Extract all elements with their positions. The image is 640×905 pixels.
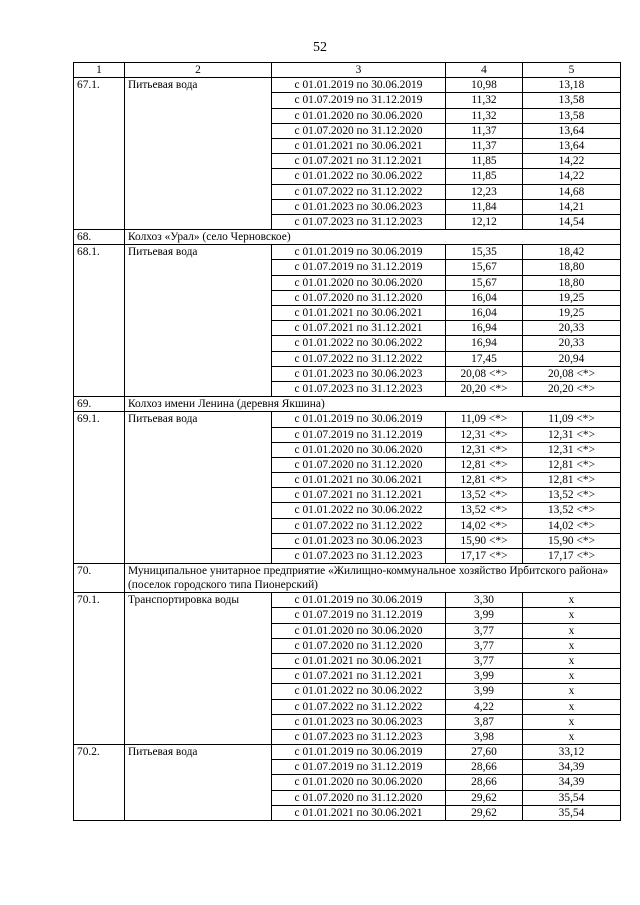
- period-cell: с 01.01.2019 по 30.06.2019: [272, 745, 446, 760]
- section-row: [74, 397, 621, 412]
- table-row: [74, 473, 621, 488]
- item-number: [74, 154, 125, 169]
- table-row: [74, 805, 621, 820]
- header-col-5: 5: [523, 63, 621, 78]
- item-number: [74, 138, 125, 153]
- period-cell: с 01.07.2023 по 31.12.2023: [272, 214, 446, 229]
- tariff-with-vat-cell: 20,33: [523, 336, 621, 351]
- tariff-with-vat-cell: 33,12: [523, 745, 621, 760]
- item-number: [74, 623, 125, 638]
- item-name: [125, 699, 272, 714]
- tariff-with-vat-cell: 18,80: [523, 260, 621, 275]
- tariff-with-vat-cell: x: [523, 669, 621, 684]
- period-cell: с 01.01.2023 по 30.06.2023: [272, 199, 446, 214]
- item-name: [125, 653, 272, 668]
- tariff-with-vat-cell: 19,25: [523, 306, 621, 321]
- tariff-without-vat-cell: 3,99: [446, 684, 523, 699]
- item-number: [74, 653, 125, 668]
- tariff-with-vat-cell: x: [523, 593, 621, 608]
- tariff-without-vat-cell: 20,08 <*>: [446, 366, 523, 381]
- period-cell: с 01.01.2020 по 30.06.2020: [272, 623, 446, 638]
- item-number: [74, 427, 125, 442]
- period-cell: с 01.07.2022 по 31.12.2022: [272, 351, 446, 366]
- item-name: [125, 260, 272, 275]
- header-col-4: 4: [446, 63, 523, 78]
- table-row: [74, 351, 621, 366]
- tariff-with-vat-cell: 14,22: [523, 169, 621, 184]
- tariff-without-vat-cell: 11,85: [446, 169, 523, 184]
- item-number: [74, 699, 125, 714]
- tariff-with-vat-cell: 14,68: [523, 184, 621, 199]
- header-col-2: 2: [125, 63, 272, 78]
- period-cell: с 01.07.2023 по 31.12.2023: [272, 381, 446, 396]
- tariff-without-vat-cell: 14,02 <*>: [446, 518, 523, 533]
- item-name: [125, 805, 272, 820]
- item-number: [74, 366, 125, 381]
- tariff-without-vat-cell: 15,35: [446, 245, 523, 260]
- table-row: [74, 199, 621, 214]
- item-name: [125, 714, 272, 729]
- item-number: [74, 336, 125, 351]
- item-name: Питьевая вода: [125, 245, 272, 260]
- tariff-with-vat-cell: 13,52 <*>: [523, 503, 621, 518]
- item-name: [125, 169, 272, 184]
- item-number: [74, 351, 125, 366]
- item-name: [125, 321, 272, 336]
- tariff-without-vat-cell: 3,77: [446, 623, 523, 638]
- period-cell: с 01.01.2021 по 30.06.2021: [272, 306, 446, 321]
- item-name: [125, 518, 272, 533]
- tariff-with-vat-cell: 13,58: [523, 93, 621, 108]
- tariff-with-vat-cell: x: [523, 623, 621, 638]
- table-row: [74, 653, 621, 668]
- item-number: [74, 729, 125, 744]
- period-cell: с 01.01.2023 по 30.06.2023: [272, 366, 446, 381]
- item-name: [125, 669, 272, 684]
- period-cell: с 01.01.2021 по 30.06.2021: [272, 138, 446, 153]
- period-cell: с 01.07.2019 по 31.12.2019: [272, 608, 446, 623]
- tariff-without-vat-cell: 11,84: [446, 199, 523, 214]
- item-number: [74, 805, 125, 820]
- item-name: [125, 366, 272, 381]
- table-row: [74, 123, 621, 138]
- item-name: [125, 760, 272, 775]
- tariff-with-vat-cell: x: [523, 699, 621, 714]
- period-cell: с 01.01.2019 по 30.06.2019: [272, 78, 446, 93]
- period-cell: с 01.01.2021 по 30.06.2021: [272, 653, 446, 668]
- table-row: [74, 638, 621, 653]
- table-row: [74, 93, 621, 108]
- table-row: [74, 684, 621, 699]
- table-row: [74, 714, 621, 729]
- item-number: [74, 321, 125, 336]
- tariff-with-vat-cell: 20,33: [523, 321, 621, 336]
- item-number: [74, 108, 125, 123]
- item-name: [125, 775, 272, 790]
- table-header-row: [74, 63, 621, 78]
- item-name: [125, 533, 272, 548]
- item-number: [74, 473, 125, 488]
- table-row: [74, 608, 621, 623]
- tariff-without-vat-cell: 3,99: [446, 669, 523, 684]
- period-cell: с 01.07.2020 по 31.12.2020: [272, 290, 446, 305]
- item-number: [74, 290, 125, 305]
- item-number: [74, 488, 125, 503]
- period-cell: с 01.07.2021 по 31.12.2021: [272, 154, 446, 169]
- section-title: Колхоз имени Ленина (деревня Якшина): [125, 397, 621, 412]
- item-number: [74, 275, 125, 290]
- period-cell: с 01.07.2019 по 31.12.2019: [272, 760, 446, 775]
- item-number: [74, 760, 125, 775]
- item-number: [74, 775, 125, 790]
- table-row: [74, 260, 621, 275]
- tariff-without-vat-cell: 3,77: [446, 638, 523, 653]
- tariff-without-vat-cell: 12,81 <*>: [446, 473, 523, 488]
- item-name: [125, 138, 272, 153]
- tariff-without-vat-cell: 27,60: [446, 745, 523, 760]
- table-row: [74, 306, 621, 321]
- item-number: 70.2.: [74, 745, 125, 760]
- item-number: 68.1.: [74, 245, 125, 260]
- table-row: [74, 593, 621, 608]
- tariff-without-vat-cell: 12,31 <*>: [446, 427, 523, 442]
- period-cell: с 01.01.2019 по 30.06.2019: [272, 593, 446, 608]
- period-cell: с 01.01.2021 по 30.06.2021: [272, 805, 446, 820]
- tariff-with-vat-cell: 35,54: [523, 805, 621, 820]
- tariff-without-vat-cell: 3,77: [446, 653, 523, 668]
- item-name: [125, 427, 272, 442]
- period-cell: с 01.01.2023 по 30.06.2023: [272, 533, 446, 548]
- tariff-with-vat-cell: 13,58: [523, 108, 621, 123]
- period-cell: с 01.07.2020 по 31.12.2020: [272, 638, 446, 653]
- tariff-with-vat-cell: 14,54: [523, 214, 621, 229]
- period-cell: с 01.07.2019 по 31.12.2019: [272, 93, 446, 108]
- tariff-without-vat-cell: 16,04: [446, 290, 523, 305]
- table-row: [74, 729, 621, 744]
- tariff-without-vat-cell: 3,99: [446, 608, 523, 623]
- item-number: [74, 533, 125, 548]
- tariff-with-vat-cell: 18,80: [523, 275, 621, 290]
- item-name: [125, 199, 272, 214]
- item-name: [125, 608, 272, 623]
- tariff-with-vat-cell: 20,20 <*>: [523, 381, 621, 396]
- tariff-without-vat-cell: 3,98: [446, 729, 523, 744]
- item-number: 69.1.: [74, 412, 125, 427]
- tariff-without-vat-cell: 12,12: [446, 214, 523, 229]
- item-number: [74, 93, 125, 108]
- page-number: 52: [313, 40, 327, 55]
- tariff-without-vat-cell: 11,32: [446, 93, 523, 108]
- item-number: [74, 684, 125, 699]
- tariff-with-vat-cell: 13,18: [523, 78, 621, 93]
- tariff-without-vat-cell: 4,22: [446, 699, 523, 714]
- table-row: [74, 366, 621, 381]
- item-name: [125, 108, 272, 123]
- item-name: [125, 488, 272, 503]
- table-row: [74, 549, 621, 564]
- item-name: [125, 473, 272, 488]
- item-number: [74, 381, 125, 396]
- tariff-without-vat-cell: 29,62: [446, 805, 523, 820]
- tariff-with-vat-cell: 20,94: [523, 351, 621, 366]
- item-number: [74, 608, 125, 623]
- period-cell: с 01.01.2020 по 30.06.2020: [272, 775, 446, 790]
- item-name: [125, 123, 272, 138]
- period-cell: с 01.01.2022 по 30.06.2022: [272, 336, 446, 351]
- tariff-with-vat-cell: 14,02 <*>: [523, 518, 621, 533]
- section-number: 68.: [74, 230, 125, 245]
- tariff-table-body: [74, 63, 621, 821]
- period-cell: с 01.07.2021 по 31.12.2021: [272, 488, 446, 503]
- tariff-without-vat-cell: 16,94: [446, 321, 523, 336]
- tariff-without-vat-cell: 15,67: [446, 275, 523, 290]
- tariff-with-vat-cell: x: [523, 653, 621, 668]
- table-row: [74, 503, 621, 518]
- period-cell: с 01.01.2022 по 30.06.2022: [272, 684, 446, 699]
- tariff-without-vat-cell: 17,45: [446, 351, 523, 366]
- tariff-without-vat-cell: 12,31 <*>: [446, 442, 523, 457]
- tariff-with-vat-cell: 14,21: [523, 199, 621, 214]
- tariff-with-vat-cell: 13,64: [523, 123, 621, 138]
- tariff-with-vat-cell: x: [523, 608, 621, 623]
- item-name: [125, 684, 272, 699]
- tariff-table: [73, 62, 621, 821]
- tariff-without-vat-cell: 11,09 <*>: [446, 412, 523, 427]
- item-number: 67.1.: [74, 78, 125, 93]
- tariff-with-vat-cell: 12,81 <*>: [523, 473, 621, 488]
- item-number: [74, 669, 125, 684]
- period-cell: с 01.07.2019 по 31.12.2019: [272, 260, 446, 275]
- item-name: Питьевая вода: [125, 745, 272, 760]
- item-number: [74, 638, 125, 653]
- table-row: [74, 290, 621, 305]
- tariff-without-vat-cell: 10,98: [446, 78, 523, 93]
- period-cell: с 01.07.2021 по 31.12.2021: [272, 669, 446, 684]
- tariff-without-vat-cell: 17,17 <*>: [446, 549, 523, 564]
- tariff-with-vat-cell: 13,52 <*>: [523, 488, 621, 503]
- tariff-without-vat-cell: 16,04: [446, 306, 523, 321]
- tariff-with-vat-cell: 12,31 <*>: [523, 442, 621, 457]
- tariff-with-vat-cell: x: [523, 714, 621, 729]
- period-cell: с 01.01.2020 по 30.06.2020: [272, 275, 446, 290]
- tariff-without-vat-cell: 13,52 <*>: [446, 503, 523, 518]
- table-row: [74, 321, 621, 336]
- table-row: [74, 518, 621, 533]
- item-name: [125, 290, 272, 305]
- item-name: Питьевая вода: [125, 78, 272, 93]
- table-row: [74, 169, 621, 184]
- period-cell: с 01.01.2019 по 30.06.2019: [272, 412, 446, 427]
- item-name: [125, 93, 272, 108]
- item-name: [125, 442, 272, 457]
- tariff-with-vat-cell: 34,39: [523, 775, 621, 790]
- item-name: [125, 306, 272, 321]
- period-cell: с 01.07.2020 по 31.12.2020: [272, 790, 446, 805]
- table-row: [74, 138, 621, 153]
- table-row: [74, 427, 621, 442]
- tariff-without-vat-cell: 20,20 <*>: [446, 381, 523, 396]
- item-number: [74, 260, 125, 275]
- item-name: [125, 638, 272, 653]
- table-row: [74, 488, 621, 503]
- item-name: [125, 457, 272, 472]
- table-row: [74, 245, 621, 260]
- table-row: [74, 214, 621, 229]
- tariff-with-vat-cell: x: [523, 638, 621, 653]
- table-row: [74, 78, 621, 93]
- item-number: [74, 199, 125, 214]
- period-cell: с 01.07.2022 по 31.12.2022: [272, 518, 446, 533]
- tariff-without-vat-cell: 12,81 <*>: [446, 457, 523, 472]
- tariff-with-vat-cell: 12,81 <*>: [523, 457, 621, 472]
- item-number: [74, 518, 125, 533]
- item-name: [125, 214, 272, 229]
- item-name: Транспортировка воды: [125, 593, 272, 608]
- tariff-without-vat-cell: 16,94: [446, 336, 523, 351]
- item-name: [125, 336, 272, 351]
- table-row: [74, 336, 621, 351]
- table-row: [74, 108, 621, 123]
- item-number: [74, 214, 125, 229]
- item-name: [125, 503, 272, 518]
- tariff-without-vat-cell: 3,30: [446, 593, 523, 608]
- period-cell: с 01.07.2021 по 31.12.2021: [272, 321, 446, 336]
- item-number: [74, 503, 125, 518]
- item-number: [74, 549, 125, 564]
- period-cell: с 01.07.2022 по 31.12.2022: [272, 184, 446, 199]
- tariff-with-vat-cell: 20,08 <*>: [523, 366, 621, 381]
- tariff-without-vat-cell: 11,37: [446, 138, 523, 153]
- table-row: [74, 275, 621, 290]
- section-title: Колхоз «Урал» (село Черновское): [125, 230, 621, 245]
- item-name: [125, 184, 272, 199]
- period-cell: с 01.01.2020 по 30.06.2020: [272, 442, 446, 457]
- item-name: [125, 729, 272, 744]
- table-row: [74, 669, 621, 684]
- tariff-without-vat-cell: 15,67: [446, 260, 523, 275]
- period-cell: с 01.07.2023 по 31.12.2023: [272, 729, 446, 744]
- item-number: [74, 457, 125, 472]
- period-cell: с 01.07.2020 по 31.12.2020: [272, 457, 446, 472]
- header-col-3: 3: [272, 63, 446, 78]
- table-row: [74, 790, 621, 805]
- item-number: [74, 714, 125, 729]
- period-cell: с 01.01.2021 по 30.06.2021: [272, 473, 446, 488]
- item-name: [125, 790, 272, 805]
- item-name: [125, 549, 272, 564]
- item-name: [125, 154, 272, 169]
- tariff-without-vat-cell: 29,62: [446, 790, 523, 805]
- tariff-without-vat-cell: 11,32: [446, 108, 523, 123]
- tariff-with-vat-cell: 17,17 <*>: [523, 549, 621, 564]
- item-number: [74, 306, 125, 321]
- tariff-without-vat-cell: 28,66: [446, 760, 523, 775]
- section-number: 70.: [74, 564, 125, 593]
- table-row: [74, 457, 621, 472]
- table-row: [74, 381, 621, 396]
- table-row: [74, 412, 621, 427]
- item-number: [74, 169, 125, 184]
- section-number: 69.: [74, 397, 125, 412]
- item-name: [125, 381, 272, 396]
- tariff-without-vat-cell: 11,37: [446, 123, 523, 138]
- item-name: [125, 623, 272, 638]
- tariff-with-vat-cell: 12,31 <*>: [523, 427, 621, 442]
- item-number: [74, 790, 125, 805]
- item-name: [125, 275, 272, 290]
- period-cell: с 01.01.2022 по 30.06.2022: [272, 169, 446, 184]
- section-title: Муниципальное унитарное предприятие «Жилищно-коммунальное хозяйство Ирбитского района» (поселок городского типа Пионерский): [125, 564, 621, 593]
- tariff-without-vat-cell: 15,90 <*>: [446, 533, 523, 548]
- table-row: [74, 154, 621, 169]
- tariff-without-vat-cell: 28,66: [446, 775, 523, 790]
- tariff-without-vat-cell: 11,85: [446, 154, 523, 169]
- period-cell: с 01.01.2022 по 30.06.2022: [272, 503, 446, 518]
- section-row: [74, 230, 621, 245]
- table-row: [74, 442, 621, 457]
- item-name: Питьевая вода: [125, 412, 272, 427]
- item-number: [74, 184, 125, 199]
- tariff-with-vat-cell: 14,22: [523, 154, 621, 169]
- period-cell: с 01.07.2020 по 31.12.2020: [272, 123, 446, 138]
- period-cell: с 01.01.2019 по 30.06.2019: [272, 245, 446, 260]
- item-number: [74, 123, 125, 138]
- period-cell: с 01.01.2020 по 30.06.2020: [272, 108, 446, 123]
- tariff-with-vat-cell: 18,42: [523, 245, 621, 260]
- tariff-with-vat-cell: 19,25: [523, 290, 621, 305]
- section-row: [74, 564, 621, 593]
- tariff-with-vat-cell: 15,90 <*>: [523, 533, 621, 548]
- table-row: [74, 184, 621, 199]
- period-cell: с 01.07.2022 по 31.12.2022: [272, 699, 446, 714]
- period-cell: с 01.07.2019 по 31.12.2019: [272, 427, 446, 442]
- tariff-with-vat-cell: 11,09 <*>: [523, 412, 621, 427]
- tariff-with-vat-cell: 13,64: [523, 138, 621, 153]
- tariff-with-vat-cell: x: [523, 729, 621, 744]
- period-cell: с 01.01.2023 по 30.06.2023: [272, 714, 446, 729]
- tariff-with-vat-cell: x: [523, 684, 621, 699]
- tariff-without-vat-cell: 13,52 <*>: [446, 488, 523, 503]
- period-cell: с 01.07.2023 по 31.12.2023: [272, 549, 446, 564]
- tariff-with-vat-cell: 34,39: [523, 760, 621, 775]
- header-col-1: 1: [74, 63, 125, 78]
- table-row: [74, 745, 621, 760]
- item-number: [74, 442, 125, 457]
- table-row: [74, 760, 621, 775]
- item-name: [125, 351, 272, 366]
- table-row: [74, 699, 621, 714]
- tariff-with-vat-cell: 35,54: [523, 790, 621, 805]
- tariff-without-vat-cell: 12,23: [446, 184, 523, 199]
- table-row: [74, 533, 621, 548]
- table-row: [74, 623, 621, 638]
- tariff-without-vat-cell: 3,87: [446, 714, 523, 729]
- table-row: [74, 775, 621, 790]
- item-number: 70.1.: [74, 593, 125, 608]
